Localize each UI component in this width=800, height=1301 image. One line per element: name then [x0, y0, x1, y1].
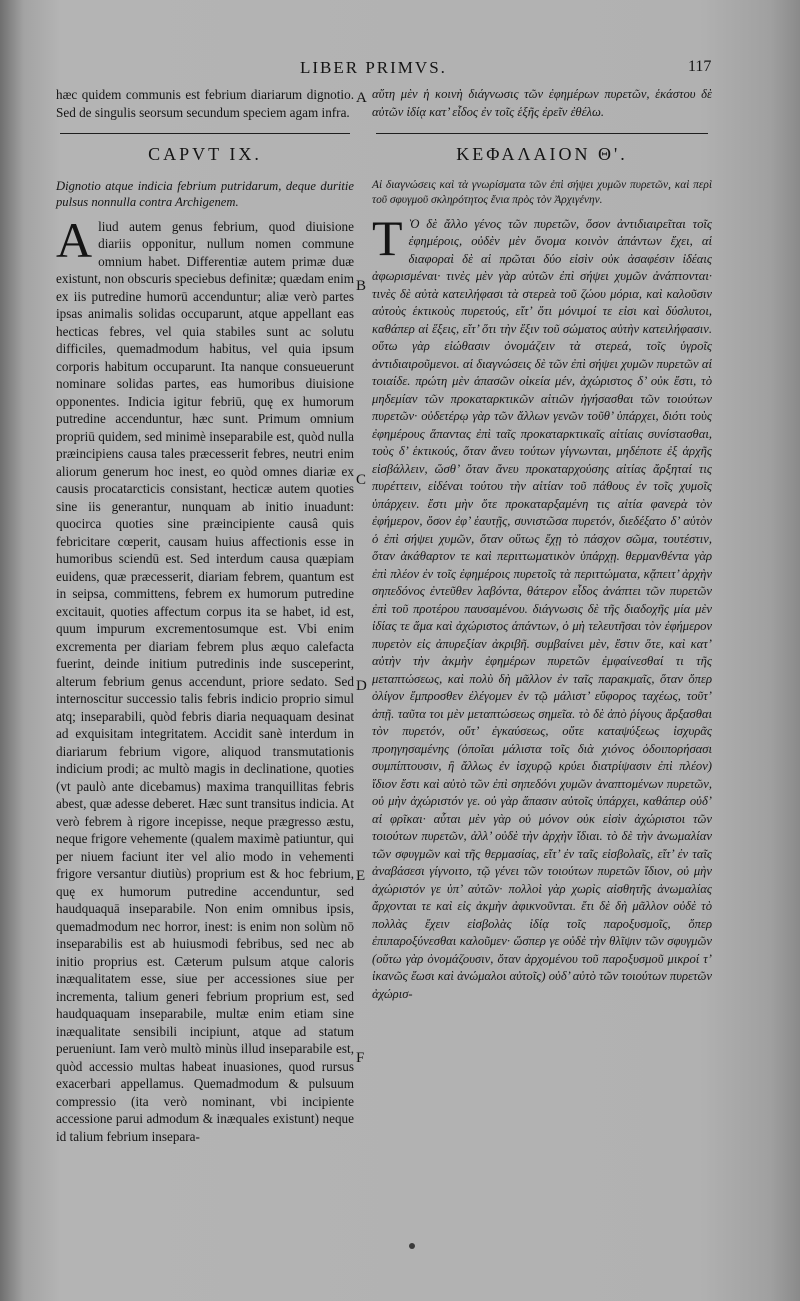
running-head — [0, 58, 800, 82]
greek-chapter-heading: ΚΕΦΑΛΑΙΟΝ Θ'. — [456, 144, 628, 164]
latin-chapter-heading: CAPVT IX. — [148, 144, 262, 164]
latin-body-text — [56, 211, 354, 1146]
section-rule — [60, 133, 350, 134]
latin-column — [56, 86, 354, 1145]
latin-chapter-argument: Dignotio atque indicia febrium putridarum, deque duritie pulsus nonnulla contra Archigenem. — [56, 178, 354, 209]
greek-column — [372, 86, 712, 1003]
greek-body: Ὸ δὲ ἄλλο γένος τῶν πυρετῶν, ὅσον ἀντιδιαιρεῖται τοῖς ἐφημέροις, οὐδὲν μὲν ὄνομα κοινὸν ἁπάντων ἔχει, αἱ διαφοραὶ δὲ αἱ πρῶται δύο εἰσὶν οὐκ ἀσαφέσιν ἰδέαις ἀφωρισμέναι· τινὲς μὲν γὰρ αὐτῶν ἐπὶ σήψει χυμῶν ἀνάπτονται· τινὲς δὲ αὐτὰ κατειλήφασι τὰ στερεὰ τοῦ ζώου μόρια, καὶ καλοῦσιν αὐτοὺς ἑκτικοὺς πυρετούς, εἴτ’ ὅτι μόνιμοί τε εἰσι καὶ δύσλυτοι, καθάπερ αἱ ἕξεις, εἴτ’ ὅτι τὴν ἕξιν τοῦ σώματος αὐτὴν κατειλήφασιν. οὕτω γὰρ εἰώθασιν ὀνομάζειν τὰ στερεά, τοῖς ὑγροῖς ἀντιδιαιροῦμενοι. αἱ διαγνώσεις δὲ τῶν ἐπὶ σήψει χυμῶν πυρετῶν αἱ τοιαίδε. πρώτη μὲν ἁπασῶν οἰκεία μέν, ἀχώριστος δ’ οὐκ ἔστι, τὸ μηδεμίαν τῶν προκαταρκτικῶν αἰτιῶν ἡγήσασθαι τῶν τοιούτων πυρετῶν· οὐδετέρῳ γὰρ τῶν ἄλλων γενῶν τοῦθ’ ὑπάρχει, διότι τοὺς ἐφημέρους ἅπαντας ἐπὶ ταῖς προκαταρκτικαῖς αἰτίαις συνίστασθαι, τοὺς δ’ ἑκτικούς, ὅταν ἄνευ τούτων γίγνωνται, μηδέποτε ἐξ ἀρχῆς εἰσβάλλειν, ὥσθ’ ὅταν ἄνευ προκαταρχούσης αἰτίας ἄρξηταί τις πυρέττειν, εἰδέναι τούτου τὴν αἰτίαν τοῦ πάθους ἐν τοῖς χυμοῖς ὑπάρχειν. ἔστι μὴν ὅτε προκαταρξαμένη τις αἰτία φανερὰ τὸν ἐφήμερον, ὅσον ἐφ’ ἑαυτῇς, συνιστῶσα πυρετόν, διεδέξατο δ’ αὐτὸν ὁ ἐπὶ σήψει χυμῶν, ὅταν οὕτως ἔχῃ τὸ πάσχον σῶμα, τουτέστιν, ὅταν ἀκάθαρτον τε καὶ περιττωματικὸν ὑπάρχῃ. θερμανθέντα γὰρ ἐπὶ πλέον ἐν τοῖς ἐφημέροις πυρετοῖς τὰ περιττώματα, κᾄπειτ’ ἀρχὴν σηπεδόνος ἐντεῦθεν λαβόντα, θάτερον εἶδος ἀνάπτει τῶν πυρετῶν ἐπὶ τοῦ προτέρου παυσαμένου. διάγνωσις δὲ τῆς διαδοχῆς μία μὲν ἰδίας τε ἅμα καὶ ἀχώριστος ἁπάντων, ὁ μὴ τελευτῆσαι τὸν ἐφήμερον πυρετὸν εἰς ἀπυρεξίαν ἀκριβῆ. συμβαίνει μὲν, ἔστιν ὅτε, καὶ κατ’ αὐτὴν τὴν ἀκμὴν ἐφημέρων πυρετῶν ἐμφαίνεσθαί τι τῆς μεταπτώσεως, καὶ πολὺ δὴ μᾶλλον ἐν ταῖς παρακμαῖς, ὅταν ὅπερ ὀλίγον ἔμπροσθεν ἐλέγομεν ἐν τῷ μάλιστ’ εὔφορος ταχέως, τοῦτ’ ἀπῇ. ταῦτα τοι μὲν μεταπτώσεως σημεῖα. τὸ δὲ ἀπὸ ῥίγους ἄρξασθαι τὸν πυρετόν, οὔτ’ ἐγκαύσεως, οὔτε καταψύξεως ἰσχυρᾶς προηγησαμένης (ὁποῖαι μάλιστα τοῖς διὰ χιόνος ὁδοιπορήσασι συμπίπτουσιν, ἢ ἄλλως ἐν ἰσχυρῷ κρύει διατρίψασιν ἐπὶ πλέον) ἴδιον ἔστι καὶ αὐτὸ τῶν ἐπὶ σηπεδόνι χυμῶν ἀναπτομένων πυρετῶν, οὐ μὴν ἀχώριστόν γε. οὐ γὰρ ἅπασιν αὐτοῖς ὑπάρχει, καθάπερ οὐδ’ αἱ φρῖκαι· αὗται μὲν γὰρ οὐ μόνον οὐκ εἰσὶν ἀχώριστοι τῶν τοιούτων πυρετῶν, ἀλλ’ οὐδὲ τὴν ἀρχὴν ἴδιαι. τὸ δὲ τὴν ἀνωμαλίαν τῶν σφυγμῶν καὶ τῆς θερμασίας, εἴτ’ ἐν ταῖς εἰσβολαῖς, εἴτ’ ἐν ταῖς ἀναβάσεσι γίγνοιτο, τῷ γένει τῶν τοιούτων πυρετῶν ἴδιον, οὐ μὴν ἀχώριστόν γε ὑπ’ αὐτῶν· πολλοὶ γὰρ χωρὶς αἰσθητῆς ἀνωμαλίας ἄρχονται τε καὶ εἰς ἀκμὴν ἀφικνοῦνται. ἔτι δὲ δὴ μᾶλλον οὐδὲ τὸ πολλὰς ἔχειν εἰσβολὰς ἰδίᾳ τοῖς παροξυσμοῖς, ὅπερ ἐπιπαροξύνεσθαι καλοῦμεν· ὥσπερ γε οὐδὲ τὴν θλῖψιν τῶν σφυγμῶν (οὕτω γὰρ ὀνομάζουσιν, ὅταν ἀρχομένου τοῦ παροξυσμοῦ μικροί τ’ ἱκανῶς ἔωσι καὶ ἀνώμαλοι αὐτοῖς) οὐδ’ αὐτὸ τῶν τοιούτων πυρετῶν ἀχώρισ- — [372, 216, 712, 1001]
greek-chapter-argument: Αἱ διαγνώσεις καὶ τὰ γνωρίσματα τῶν ἐπὶ σήψει χυμῶν πυρετῶν, καὶ περὶ τοῦ σφυγμοῦ σκληρότητος ἔνια πρὸς τὸν Ἀρχιγένην. — [372, 178, 712, 206]
margin-letter-a: A — [356, 90, 367, 106]
latin-body: liud autem genus febrium, quod diuisione diariis opponitur, nullum nomen commune omnium habet. Differentiæ autem primæ duæ existunt, non obscuris speciebus definitæ; quædam enim ex iis putredine humorū accenduntur; aliæ verò partes ipsas animalis solidas occuparunt, atque appellant eas hecticas febres, vel quia stabiles sunt ac solutu difficiles, quemadmodum habitus, vel quia ipsum corporis habitum occuparunt. Ita nanque consueuerunt nominare solidas partes, eas humoribus diuisione opponentes. Indicia igitur febriū, quę ex humorum putredine accenduntur, hæc sunt. Primum omnium propriū quidem, sed minimè inseparabile est, quòd nulla præincipiens causa tales præcesserit febres, neutri enim aliorum generum hoc inest, eo quòd omnes diariæ ex causis procatarcticis consistant, hecticæ autem quoties sine iis generantur, nunquam ab initio inuadunt: quocirca quoties sine præincipiente causâ quis febricitare cœperit, causam huius affectionis esse in humoribus sciendū est. Sed interdum causa quæpiam euidens, quæ præcesserit, diariam febrem, quantum est in seipsa, committens, febrem ex humorum putredine excitauit, quoties affectum corpus ita se habet, id est, quum impurum excrementosumque est. Vbi enim excrementa per diariam febrem plus æquo calefacta fuerint, deinde initium putredinis inde susceperint, alterum febrium genus accendunt, priore sedato. Sed internoscitur successio talis febris indicio proprio simul atq; inseparabili, quòd febris diaria nequaquam desinat ad exquisitam integritatem. Accidit sanè interdum in diariarum febrium vigore, aliquod transmutationis indicium prodi; ac multò magis in declinatione, quoties (vt paulò ante dicebamus) maxima tranquillitas febris abest, quæ adesse deberet. Hæc sunt transitus indicia. At verò febrem à rigore incepisse, neque prægresso æstu, neque frigore vehemente (qualem maximè patiuntur, qui per niuem faciunt iter vel alio modo in vehementi frigore versantur diutiùs) proprium est & hoc febrium, quę ex humorum putredine accenduntur, sed haudquaquā inseparabile. Non enim omnibus ipsis, quemadmodum nec horror, inest: is enim non solùm nō inseparabilis est ab huiusmodi febribus, sed nec ab initio proprius est. Cæterum pulsum atque caloris inæqualitatem esse, siue per accessiones siue per incrementa, talium generi febrium proprium est, sed haudquaquam inseparabile, multæ enim etiam sine inæqualitate sensibili incipiunt, atque ad statum perueniunt. Iam verò multò minùs illud inseparabile est, quòd accessio multas habeat inuasiones, quod rursus exacerbari appellamus. Quemadmodum & pulsuum compressio (ita verò nominant, vbi incipiente accessione parui admodum & inæquales existunt) neque id talium febrium insepara- — [56, 218, 354, 1144]
section-rule — [376, 133, 708, 134]
page-number: 117 — [688, 58, 712, 75]
running-title: LIBER PRIMVS. — [300, 58, 447, 77]
margin-letter-b: B — [356, 278, 367, 294]
latin-intro: hæc quidem communis est febrium diariarum dignotio. Sed de singulis seorsum secundum speciem agam infra. — [56, 87, 354, 120]
margin-letters — [352, 0, 372, 1301]
latin-dropcap: A — [56, 211, 93, 268]
margin-letter-d: D — [356, 678, 367, 694]
greek-dropcap: Τ — [372, 209, 403, 266]
margin-letter-f: F — [356, 1050, 365, 1066]
margin-letter-e: E — [356, 868, 366, 884]
margin-letter-c: C — [356, 472, 367, 488]
ink-spot — [409, 1243, 415, 1249]
greek-intro: αὕτη μὲν ἡ κοινὴ διάγνωσις τῶν ἐφημέρων πυρετῶν, ἑκάστου δὲ αὐτῶν ἰδίᾳ κατ’ εἶδος ἐν τοῖς ἑξῆς ἐρεῖν ἐθέλω. — [372, 87, 712, 119]
greek-body-text — [372, 209, 712, 1004]
